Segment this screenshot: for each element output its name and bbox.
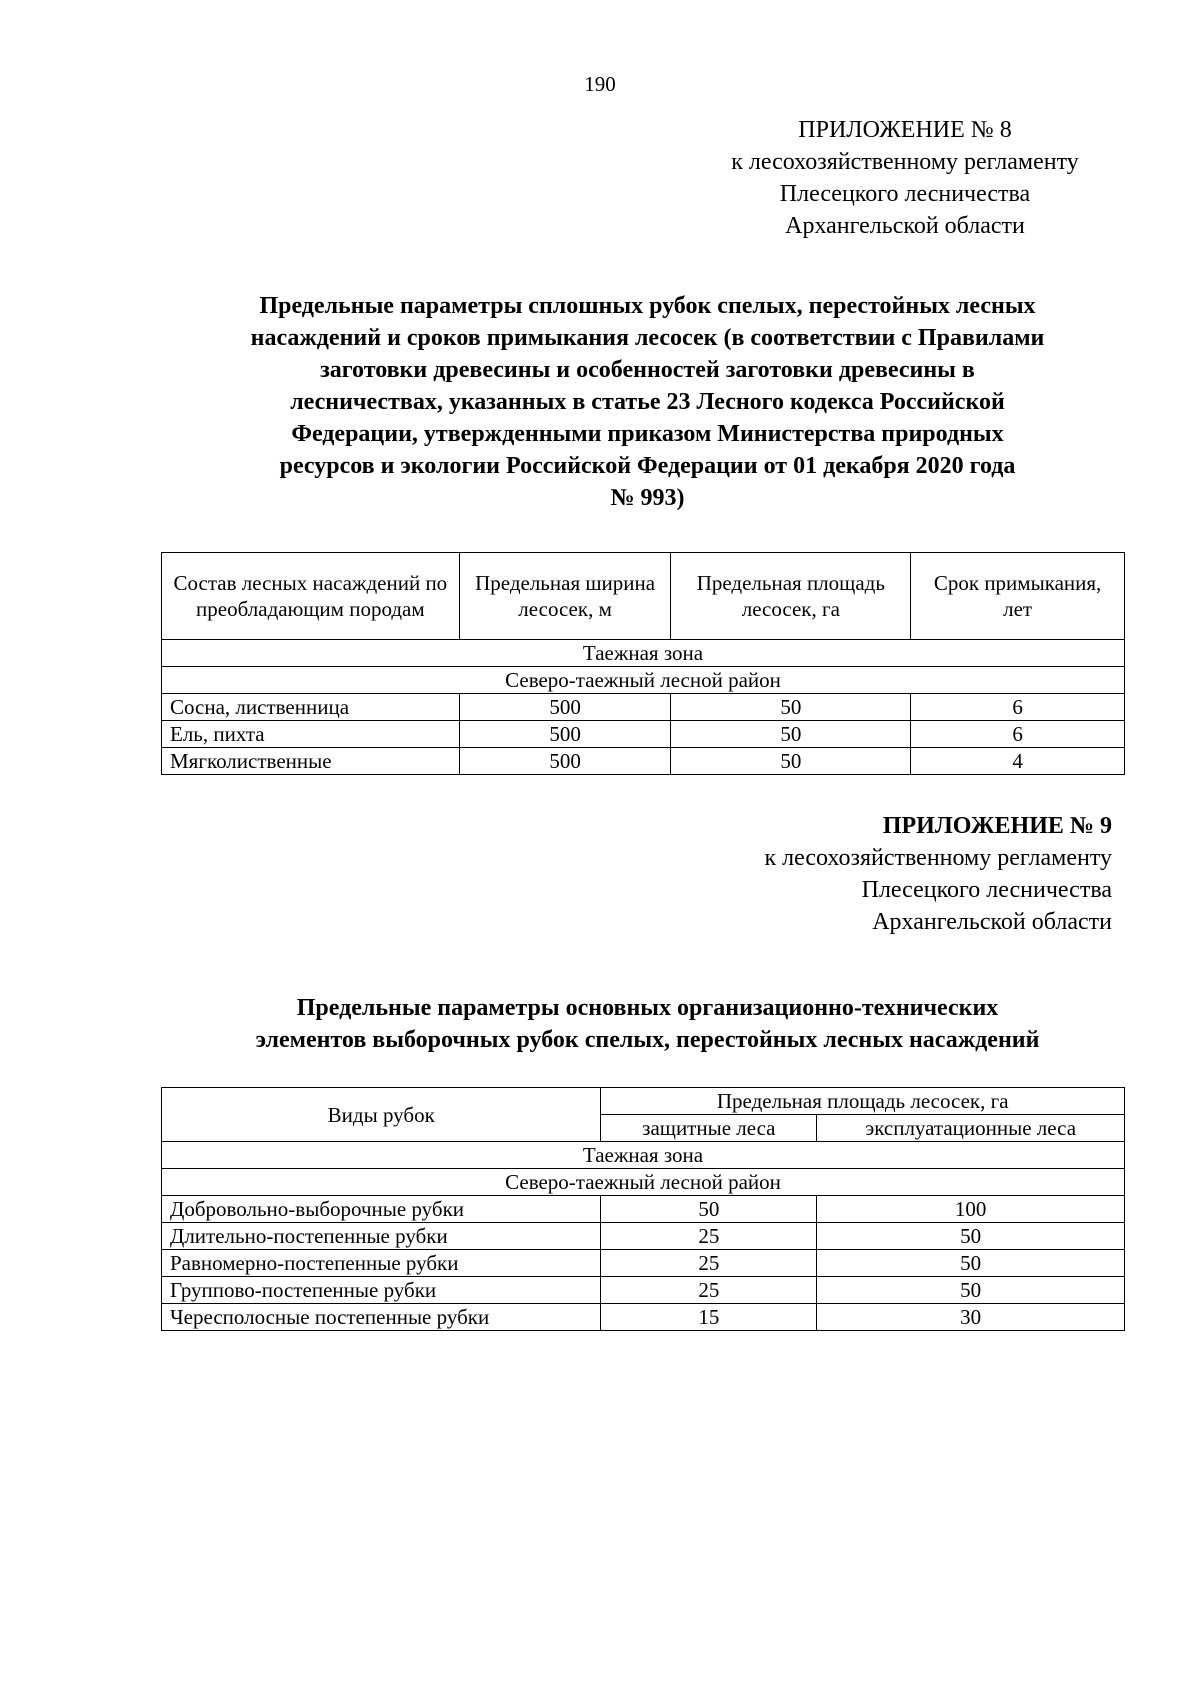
- appendix-9-line: Плесецкого лесничества: [861, 877, 1112, 903]
- clearcut-parameters-table: [161, 552, 1125, 775]
- cell-composition: Мягколиственные: [162, 748, 460, 775]
- cell-exploitation: 50: [817, 1277, 1125, 1304]
- zone-label: Таежная зона: [162, 640, 1125, 667]
- title-line: № 993): [610, 485, 685, 511]
- cell-exploitation: 30: [817, 1304, 1125, 1331]
- title-line: насаждений и сроков примыкания лесосек (в соответствии с Правилами: [250, 325, 1045, 351]
- appendix-9-header: [764, 810, 1112, 938]
- table-row: [162, 721, 1125, 748]
- table-row: [162, 1277, 1125, 1304]
- appendix-8-line: Архангельской области: [785, 213, 1025, 239]
- region-label: Северо-таежный лесной район: [162, 667, 1125, 694]
- header-protective-forests: защитные леса: [601, 1115, 817, 1142]
- page-number: 190: [584, 72, 616, 96]
- header-cut-types: Виды рубок: [162, 1088, 601, 1142]
- header-max-area: Предельная площадь лесосек, га: [671, 553, 911, 640]
- title-line: элементов выборочных рубок спелых, перестойных лесных насаждений: [255, 1027, 1040, 1053]
- title-line: лесничествах, указанных в статье 23 Лесного кодекса Российской: [290, 389, 1005, 415]
- cell-composition: Ель, пихта: [162, 721, 460, 748]
- table-header-row: [162, 553, 1125, 640]
- selective-cut-parameters-table: [161, 1087, 1125, 1331]
- cell-width: 500: [459, 748, 671, 775]
- cell-period: 6: [911, 721, 1125, 748]
- table-row: [162, 1196, 1125, 1223]
- cell-area: 50: [671, 721, 911, 748]
- cell-protective: 25: [601, 1223, 817, 1250]
- appendix-8-line: к лесохозяйственному регламенту: [731, 149, 1079, 175]
- cell-cut-type: Равномерно-постепенные рубки: [162, 1250, 601, 1277]
- cell-period: 4: [911, 748, 1125, 775]
- cell-protective: 50: [601, 1196, 817, 1223]
- title-line: Предельные параметры сплошных рубок спелых, перестойных лесных: [259, 293, 1036, 319]
- header-adjacency-period: Срок примыкания, лет: [911, 553, 1125, 640]
- cell-exploitation: 100: [817, 1196, 1125, 1223]
- header-exploitation-forests: эксплуатационные леса: [817, 1115, 1125, 1142]
- cell-protective: 15: [601, 1304, 817, 1331]
- cell-cut-type: Добровольно-выборочные рубки: [162, 1196, 601, 1223]
- clearcut-parameters-title: [160, 290, 1135, 514]
- cell-area: 50: [671, 694, 911, 721]
- cell-width: 500: [459, 694, 671, 721]
- appendix-9-title: ПРИЛОЖЕНИЕ № 9: [882, 813, 1112, 839]
- appendix-8-title: ПРИЛОЖЕНИЕ № 8: [798, 117, 1012, 143]
- cell-width: 500: [459, 721, 671, 748]
- zone-row: [162, 640, 1125, 667]
- cell-area: 50: [671, 748, 911, 775]
- zone-row: [162, 1142, 1125, 1169]
- title-line: ресурсов и экологии Российской Федерации от 01 декабря 2020 года: [279, 453, 1016, 479]
- table-row: [162, 748, 1125, 775]
- cell-exploitation: 50: [817, 1250, 1125, 1277]
- table-row: [162, 1250, 1125, 1277]
- cell-period: 6: [911, 694, 1125, 721]
- table-header-row: [162, 1088, 1125, 1115]
- table-row: [162, 694, 1125, 721]
- selective-cut-parameters-title: [160, 992, 1135, 1056]
- title-line: Федерации, утвержденными приказом Министерства природных: [291, 421, 1004, 447]
- table-row: [162, 1304, 1125, 1331]
- cell-protective: 25: [601, 1250, 817, 1277]
- region-row: [162, 1169, 1125, 1196]
- appendix-8-line: Плесецкого лесничества: [779, 181, 1031, 207]
- table-row: [162, 1223, 1125, 1250]
- appendix-9-line: Архангельской области: [872, 909, 1112, 935]
- cell-cut-type: Группово-постепенные рубки: [162, 1277, 601, 1304]
- cell-composition: Сосна, лиственница: [162, 694, 460, 721]
- appendix-9-line: к лесохозяйственному регламенту: [764, 845, 1112, 871]
- cell-exploitation: 50: [817, 1223, 1125, 1250]
- title-line: Предельные параметры основных организационно-технических: [296, 995, 999, 1021]
- header-max-area: Предельная площадь лесосек, га: [601, 1088, 1125, 1115]
- header-max-width: Предельная ширина лесосек, м: [459, 553, 671, 640]
- region-label: Северо-таежный лесной район: [162, 1169, 1125, 1196]
- title-line: заготовки древесины и особенностей заготовки древесины в: [320, 357, 975, 383]
- appendix-8-header: [685, 114, 1125, 242]
- zone-label: Таежная зона: [162, 1142, 1125, 1169]
- region-row: [162, 667, 1125, 694]
- header-composition: Состав лесных насаждений по преобладающим породам: [162, 553, 460, 640]
- cell-cut-type: Длительно-постепенные рубки: [162, 1223, 601, 1250]
- cell-cut-type: Чересполосные постепенные рубки: [162, 1304, 601, 1331]
- cell-protective: 25: [601, 1277, 817, 1304]
